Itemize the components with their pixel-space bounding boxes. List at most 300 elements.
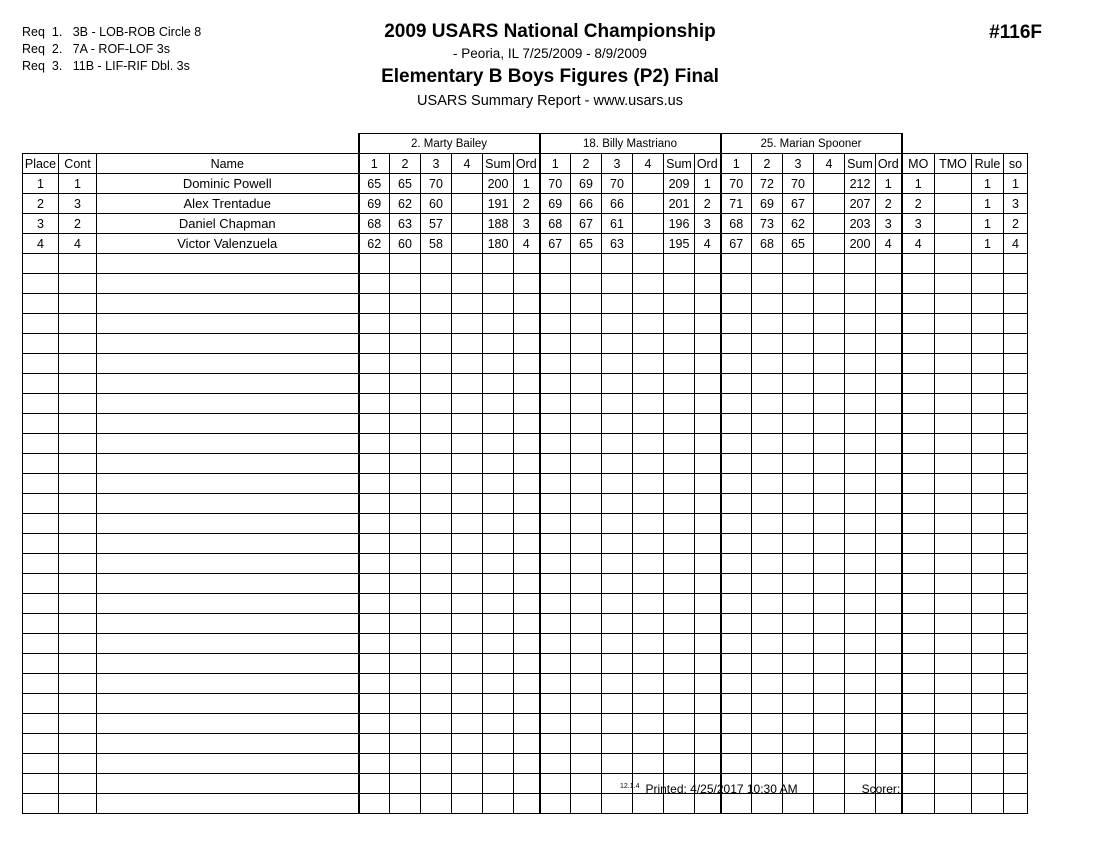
cell-empty — [602, 514, 633, 534]
cell-empty — [783, 394, 814, 414]
table-row-empty[interactable] — [23, 494, 1028, 514]
table-row-empty[interactable] — [23, 254, 1028, 274]
cell-empty — [935, 714, 972, 734]
cell-empty — [571, 654, 602, 674]
cell-empty — [390, 534, 421, 554]
table-row-empty[interactable] — [23, 274, 1028, 294]
cell-j2-f1: 68 — [540, 214, 571, 234]
cell-j2-f4 — [633, 214, 664, 234]
cell-empty — [814, 794, 845, 814]
cell-j3-sum: 200 — [845, 234, 876, 254]
cell-empty — [359, 754, 390, 774]
cell-empty — [845, 374, 876, 394]
cell-empty — [876, 794, 902, 814]
cell-empty — [571, 774, 602, 794]
table-row-empty[interactable] — [23, 334, 1028, 354]
cell-empty — [1004, 534, 1028, 554]
table-row-empty[interactable] — [23, 354, 1028, 374]
cell-empty — [514, 514, 540, 534]
cell-empty — [695, 494, 721, 514]
cell-empty — [972, 734, 1004, 754]
cell-empty — [814, 294, 845, 314]
table-row-empty[interactable] — [23, 414, 1028, 434]
table-row-empty[interactable] — [23, 574, 1028, 594]
table-row-empty[interactable] — [23, 794, 1028, 814]
cell-empty — [935, 454, 972, 474]
cell-empty — [359, 534, 390, 554]
cell-empty — [633, 254, 664, 274]
cell-empty — [935, 734, 972, 754]
cell-empty — [664, 254, 695, 274]
cell-empty — [359, 394, 390, 414]
cell-empty — [633, 674, 664, 694]
cell-empty — [359, 674, 390, 694]
cell-empty — [514, 614, 540, 634]
header-tmo: TMO — [935, 154, 972, 174]
cell-empty — [1004, 794, 1028, 814]
table-row-empty[interactable] — [23, 554, 1028, 574]
cell-empty — [695, 334, 721, 354]
cell-empty — [972, 514, 1004, 534]
cell-empty — [1004, 554, 1028, 574]
cell-name: Victor Valenzuela — [97, 234, 359, 254]
cell-empty — [59, 354, 97, 374]
cell-empty — [514, 794, 540, 814]
cell-empty — [390, 654, 421, 674]
cell-empty — [845, 734, 876, 754]
header-j1-fig1: 1 — [359, 154, 390, 174]
cell-empty — [540, 734, 571, 754]
cell-empty — [876, 354, 902, 374]
table-row[interactable] — [23, 234, 1028, 254]
cell-empty — [814, 354, 845, 374]
cell-j3-f2: 68 — [752, 234, 783, 254]
cell-empty — [421, 254, 452, 274]
table-row-empty[interactable] — [23, 614, 1028, 634]
cell-empty — [845, 314, 876, 334]
cell-empty — [752, 394, 783, 414]
cell-empty — [540, 494, 571, 514]
cell-j3-f3: 62 — [783, 214, 814, 234]
cell-name: Alex Trentadue — [97, 194, 359, 214]
page-title: 2009 USARS National Championship — [384, 21, 716, 42]
report-subtitle: USARS Summary Report - www.usars.us — [417, 93, 683, 109]
cell-empty — [633, 414, 664, 434]
judge-band-spacer-tmo — [935, 134, 972, 154]
cell-empty — [602, 414, 633, 434]
cell-empty — [876, 254, 902, 274]
cell-j1-f3: 70 — [421, 174, 452, 194]
title-block — [0, 20, 1100, 112]
cell-empty — [876, 714, 902, 734]
cell-empty — [540, 514, 571, 534]
cell-so: 2 — [1004, 214, 1028, 234]
header-j3-fig4: 4 — [814, 154, 845, 174]
cell-empty — [876, 634, 902, 654]
table-row-empty[interactable] — [23, 534, 1028, 554]
cell-j2-f3: 70 — [602, 174, 633, 194]
cell-empty — [721, 594, 752, 614]
cell-empty — [972, 654, 1004, 674]
header-j3-fig3: 3 — [783, 154, 814, 174]
cell-empty — [390, 314, 421, 334]
cell-j1-f4 — [452, 214, 483, 234]
cell-empty — [876, 494, 902, 514]
cell-empty — [633, 534, 664, 554]
event-location-dates: - Peoria, IL 7/25/2009 - 8/9/2009 — [453, 46, 647, 61]
cell-empty — [59, 554, 97, 574]
cell-empty — [97, 634, 359, 654]
cell-empty — [902, 514, 935, 534]
cell-empty — [483, 674, 514, 694]
cell-empty — [752, 714, 783, 734]
cell-j3-f4 — [814, 234, 845, 254]
cell-empty — [483, 774, 514, 794]
cell-empty — [97, 734, 359, 754]
cell-empty — [452, 474, 483, 494]
cell-empty — [59, 274, 97, 294]
cell-empty — [602, 714, 633, 734]
cell-empty — [721, 354, 752, 374]
cell-j2-sum: 201 — [664, 194, 695, 214]
cell-rule: 1 — [972, 194, 1004, 214]
cell-empty — [664, 694, 695, 714]
cell-empty — [359, 314, 390, 334]
cell-j1-f4 — [452, 174, 483, 194]
cell-j2-sum: 195 — [664, 234, 695, 254]
column-header-row — [23, 154, 1028, 174]
cell-empty — [452, 534, 483, 554]
cell-empty — [452, 574, 483, 594]
cell-empty — [483, 734, 514, 754]
cell-empty — [540, 434, 571, 454]
cell-empty — [845, 694, 876, 714]
table-row-empty[interactable] — [23, 634, 1028, 654]
table-row-empty[interactable] — [23, 374, 1028, 394]
cell-j1-f1: 62 — [359, 234, 390, 254]
table-row-empty[interactable] — [23, 434, 1028, 454]
cell-empty — [876, 414, 902, 434]
cell-j3-f3: 70 — [783, 174, 814, 194]
cell-empty — [59, 434, 97, 454]
cell-empty — [752, 454, 783, 474]
cell-empty — [540, 714, 571, 734]
cell-empty — [664, 534, 695, 554]
cell-empty — [902, 554, 935, 574]
cell-empty — [359, 694, 390, 714]
cell-empty — [390, 414, 421, 434]
cell-empty — [514, 314, 540, 334]
table-row-empty[interactable] — [23, 654, 1028, 674]
cell-empty — [421, 274, 452, 294]
cell-empty — [59, 474, 97, 494]
cell-empty — [814, 734, 845, 754]
cell-empty — [935, 374, 972, 394]
cell-empty — [540, 414, 571, 434]
cell-j3-sum: 212 — [845, 174, 876, 194]
cell-empty — [633, 794, 664, 814]
cell-j2-ord: 3 — [695, 214, 721, 234]
table-row-empty[interactable] — [23, 714, 1028, 734]
cell-empty — [814, 254, 845, 274]
cell-empty — [876, 734, 902, 754]
cell-empty — [721, 734, 752, 754]
cell-empty — [452, 654, 483, 674]
cell-empty — [602, 474, 633, 494]
cell-j2-f1: 70 — [540, 174, 571, 194]
cell-empty — [695, 454, 721, 474]
cell-empty — [1004, 414, 1028, 434]
cell-j3-f2: 69 — [752, 194, 783, 214]
table-row-empty[interactable] — [23, 454, 1028, 474]
cell-empty — [571, 434, 602, 454]
cell-empty — [935, 774, 972, 794]
cell-empty — [664, 654, 695, 674]
cell-empty — [752, 634, 783, 654]
results-table — [22, 133, 1028, 814]
cell-empty — [783, 274, 814, 294]
cell-empty — [514, 354, 540, 374]
table-row[interactable] — [23, 174, 1028, 194]
table-row-empty[interactable] — [23, 674, 1028, 694]
cell-cont: 1 — [59, 174, 97, 194]
cell-empty — [390, 554, 421, 574]
cell-empty — [845, 254, 876, 274]
cell-empty — [972, 414, 1004, 434]
cell-empty — [783, 534, 814, 554]
cell-empty — [483, 794, 514, 814]
cell-empty — [695, 574, 721, 594]
cell-empty — [721, 454, 752, 474]
cell-empty — [633, 654, 664, 674]
cell-empty — [972, 294, 1004, 314]
cell-empty — [1004, 694, 1028, 714]
cell-empty — [972, 634, 1004, 654]
cell-empty — [783, 574, 814, 594]
cell-empty — [935, 614, 972, 634]
cell-empty — [359, 474, 390, 494]
cell-empty — [59, 454, 97, 474]
cell-empty — [59, 654, 97, 674]
table-row-empty[interactable] — [23, 694, 1028, 714]
table-row-empty[interactable] — [23, 734, 1028, 754]
cell-empty — [602, 394, 633, 414]
cell-empty — [664, 294, 695, 314]
cell-empty — [935, 294, 972, 314]
cell-empty — [664, 274, 695, 294]
cell-empty — [721, 514, 752, 534]
cell-empty — [752, 694, 783, 714]
cell-empty — [23, 534, 59, 554]
cell-j3-f3: 65 — [783, 234, 814, 254]
cell-empty — [902, 794, 935, 814]
cell-empty — [359, 634, 390, 654]
cell-empty — [540, 634, 571, 654]
cell-empty — [97, 694, 359, 714]
cell-empty — [752, 414, 783, 434]
cell-empty — [902, 454, 935, 474]
cell-empty — [97, 614, 359, 634]
cell-empty — [876, 694, 902, 714]
cell-empty — [514, 374, 540, 394]
cell-empty — [571, 294, 602, 314]
cell-empty — [783, 314, 814, 334]
cell-empty — [783, 614, 814, 634]
cell-empty — [721, 274, 752, 294]
cell-empty — [390, 294, 421, 314]
cell-empty — [452, 614, 483, 634]
cell-empty — [359, 514, 390, 534]
cell-j3-ord: 3 — [876, 214, 902, 234]
cell-empty — [845, 454, 876, 474]
cell-empty — [935, 474, 972, 494]
cell-empty — [695, 374, 721, 394]
judge-band-spacer-mo — [902, 134, 935, 154]
cell-empty — [845, 474, 876, 494]
cell-empty — [452, 734, 483, 754]
cell-empty — [514, 474, 540, 494]
cell-empty — [695, 674, 721, 694]
cell-empty — [602, 754, 633, 774]
table-row-empty[interactable] — [23, 474, 1028, 494]
cell-empty — [876, 674, 902, 694]
table-row-empty[interactable] — [23, 394, 1028, 414]
cell-empty — [23, 774, 59, 794]
cell-empty — [1004, 454, 1028, 474]
cell-empty — [602, 734, 633, 754]
cell-empty — [390, 774, 421, 794]
cell-empty — [935, 274, 972, 294]
cell-empty — [571, 734, 602, 754]
cell-empty — [421, 554, 452, 574]
cell-empty — [483, 694, 514, 714]
cell-empty — [902, 714, 935, 734]
cell-empty — [935, 254, 972, 274]
cell-empty — [902, 334, 935, 354]
cell-empty — [633, 434, 664, 454]
cell-empty — [571, 314, 602, 334]
cell-empty — [935, 634, 972, 654]
cell-empty — [602, 334, 633, 354]
table-row-empty[interactable] — [23, 594, 1028, 614]
cell-empty — [571, 534, 602, 554]
cell-empty — [59, 734, 97, 754]
cell-empty — [633, 714, 664, 734]
cell-empty — [452, 394, 483, 414]
cell-empty — [814, 634, 845, 654]
cell-place: 1 — [23, 174, 59, 194]
cell-empty — [421, 514, 452, 534]
cell-empty — [452, 774, 483, 794]
cell-empty — [421, 434, 452, 454]
cell-empty — [633, 354, 664, 374]
cell-empty — [876, 374, 902, 394]
cell-empty — [23, 374, 59, 394]
cell-empty — [935, 594, 972, 614]
header-j3-fig1: 1 — [721, 154, 752, 174]
table-row-empty[interactable] — [23, 294, 1028, 314]
cell-empty — [845, 674, 876, 694]
cell-j2-f2: 67 — [571, 214, 602, 234]
cell-empty — [359, 454, 390, 474]
cell-empty — [721, 574, 752, 594]
cell-empty — [783, 514, 814, 534]
cell-empty — [421, 314, 452, 334]
cell-empty — [902, 374, 935, 394]
cell-empty — [721, 614, 752, 634]
header-j1-ord: Ord — [514, 154, 540, 174]
cell-empty — [571, 274, 602, 294]
table-row-empty[interactable] — [23, 314, 1028, 334]
cell-empty — [902, 574, 935, 594]
cell-empty — [602, 674, 633, 694]
cell-empty — [97, 674, 359, 694]
cell-empty — [602, 454, 633, 474]
cell-empty — [664, 354, 695, 374]
cell-empty — [23, 454, 59, 474]
cell-empty — [633, 294, 664, 314]
judge-band-spacer-place — [23, 134, 59, 154]
cell-empty — [902, 474, 935, 494]
header-name: Name — [97, 154, 359, 174]
cell-empty — [721, 634, 752, 654]
cell-empty — [972, 754, 1004, 774]
cell-empty — [845, 794, 876, 814]
cell-empty — [695, 514, 721, 534]
table-row-empty[interactable] — [23, 754, 1028, 774]
cell-empty — [902, 254, 935, 274]
cell-empty — [664, 594, 695, 614]
cell-empty — [902, 754, 935, 774]
cell-empty — [602, 634, 633, 654]
cell-j1-sum: 180 — [483, 234, 514, 254]
results-body — [23, 174, 1028, 814]
cell-empty — [421, 754, 452, 774]
cell-empty — [902, 274, 935, 294]
cell-empty — [571, 714, 602, 734]
cell-empty — [602, 594, 633, 614]
table-row[interactable] — [23, 194, 1028, 214]
cell-empty — [695, 554, 721, 574]
cell-empty — [935, 314, 972, 334]
cell-empty — [783, 734, 814, 754]
table-row-empty[interactable] — [23, 514, 1028, 534]
cell-empty — [359, 354, 390, 374]
cell-empty — [452, 354, 483, 374]
table-row[interactable] — [23, 214, 1028, 234]
requirement-line-1: Req 1. 3B - LOB-ROB Circle 8 — [22, 25, 202, 39]
cell-empty — [721, 714, 752, 734]
event-name: Elementary B Boys Figures (P2) Final — [381, 66, 719, 87]
cell-empty — [695, 274, 721, 294]
cell-empty — [752, 494, 783, 514]
cell-empty — [602, 354, 633, 374]
cell-empty — [59, 254, 97, 274]
cell-empty — [390, 614, 421, 634]
cell-empty — [814, 614, 845, 634]
cell-empty — [814, 694, 845, 714]
header-mo: MO — [902, 154, 935, 174]
cell-empty — [935, 414, 972, 434]
cell-empty — [664, 314, 695, 334]
cell-empty — [359, 734, 390, 754]
cell-empty — [514, 654, 540, 674]
cell-empty — [752, 314, 783, 334]
cell-empty — [633, 274, 664, 294]
cell-empty — [571, 594, 602, 614]
cell-j3-ord: 4 — [876, 234, 902, 254]
cell-empty — [972, 254, 1004, 274]
